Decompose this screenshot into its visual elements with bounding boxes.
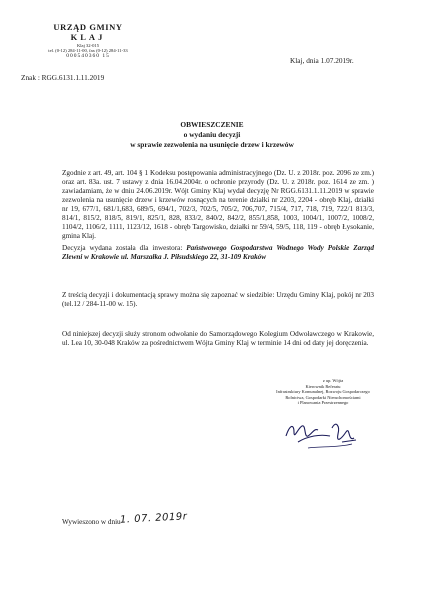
signature-stamp-line1: z up. Wójta bbox=[322, 378, 344, 383]
handwritten-signature bbox=[268, 378, 378, 478]
signature-stamp-line4: Rolnictwa, Gospodarki Nieruchomościami bbox=[285, 394, 361, 400]
paragraph-investor bbox=[62, 244, 374, 262]
office-stamp-phone: tel. (0-12) 284-11-00, fax (0-12) 284-11-33 bbox=[48, 47, 128, 53]
investor-prefix: Decyzja wydana została dla inwestora: bbox=[62, 244, 183, 252]
document-subtitle: o wydaniu decyzji bbox=[183, 130, 241, 139]
office-stamp-town: KLAJ bbox=[70, 31, 106, 42]
signature-stamp-line2: Kierownik Referatu bbox=[305, 383, 341, 389]
paragraph-decision: Zgodnie z art. 49, art. 104 § 1 Kodeksu postępowania administracyjnego (Dz. U. z 2018r. poz. 2096 ze zm.) oraz art. 83a. ust. 7 ustawy z dnia 16.04.2004r. o ochronie przyrody (Dz. U. z 2018r. poz. 1614 ze zm. ) zawiadamiam, że w dniu 24.06.2019r. Wójt Gminy Klaj wydał decyzję Nr RGG.6131.1.11.2019 w sprawie zezwolenia na usunięcie drzew i krzewów rosnących na terenie działki nr 2203, 2204 - obręb Klaj, działki nr 19, 677/1, 681/1,683, 689/5, 694/1, 702/3, 702/5, 705/2, 706,707, 715/4, 717, 718, 719, 722/1 813/3, 814/1, 815/2, 818/5, 819/1, 825/1, 828, 833/2, 840/2, 842/2, 855/1,858, 1003, 1004/1, 1007/2, 1008/2, 1104/2, 1106/2, 1111, 1123/12, 1618 - obręb Targowisko, działki nr 59/4, 59/5, 118, 119 - obręb Łysokanie, gmina Klaj. bbox=[62, 169, 374, 240]
posted-date-handwritten: 1. 07. 2019r bbox=[119, 511, 188, 526]
office-stamp-address: Klaj 32-015 bbox=[76, 42, 100, 48]
office-stamp bbox=[22, 23, 154, 59]
office-stamp-name: URZĄD GMINY bbox=[53, 22, 123, 32]
paragraph-appeal: Od niniejszej decyzji służy stronom odwołanie do Samorządowego Kolegium Odwoławczego w Krakowie, ul. Lea 10, 30-048 Kraków za pośrednictwem Wójta Gminy Klaj w terminie 14 dni od daty jej doręczenia. bbox=[62, 330, 374, 347]
place-date: Klaj, dnia 1.07.2019r. bbox=[290, 56, 354, 65]
posted-date-label: Wywieszono w dniu bbox=[62, 518, 121, 526]
paragraph-inspection: Z treścią decyzji i dokumentacją sprawy można się zapoznać w siedzibie: Urzędu Gminy Klaj, pokój nr 203 (tel.12 / 284-11-00 w. 15). bbox=[62, 291, 374, 308]
signature-stamp-line5: i Planowania Przestrzennego bbox=[297, 400, 349, 406]
document-title: OBWIESZCZENIE bbox=[180, 120, 244, 129]
office-stamp-regon: 000540360 15 bbox=[66, 53, 110, 60]
signature-stamp bbox=[268, 378, 378, 406]
document-subject: w sprawie zezwolenia na usunięcie drzew i krzewów bbox=[130, 140, 294, 149]
reference-number: Znak : RGG.6131.1.11.2019 bbox=[21, 73, 105, 82]
signature-stamp-line3: Infrastruktury Komunalnej, Rozwoju Gospodarczego bbox=[276, 389, 370, 395]
investor-name: Państwowego Gospodarstwa Wodnego Wody Polskie Zarząd Zlewni w Krakowie ul. Marszałka J. Piłsudskiego 22, 31-109 Kraków bbox=[62, 244, 374, 261]
